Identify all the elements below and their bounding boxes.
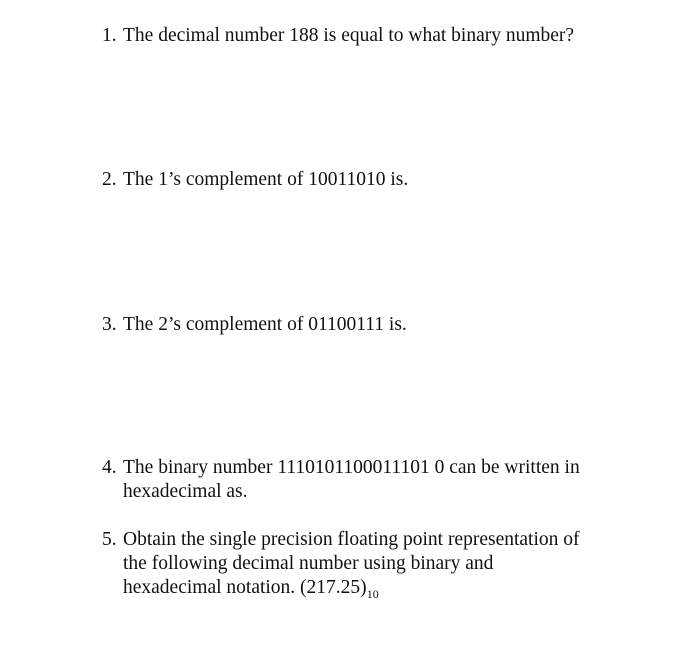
question-text — [123, 24, 662, 48]
question-text — [123, 168, 662, 192]
question-line-with-value — [123, 576, 662, 606]
question-text — [123, 528, 662, 606]
question-line: The 2’s complement of 01100111 is. — [123, 314, 407, 335]
question-number: 5. — [102, 529, 117, 550]
question-line: The 1’s complement of 10011010 is. — [123, 169, 409, 190]
question-5 — [102, 528, 662, 606]
question-number: 3. — [102, 314, 117, 335]
question-line: the following decimal number using binary and — [123, 553, 494, 574]
question-1 — [102, 24, 662, 48]
question-text — [123, 456, 662, 504]
question-line: Obtain the single precision floating point representation of — [123, 529, 580, 550]
question-text — [123, 313, 662, 337]
question-line: The binary number 1110101100011101 0 can be written in — [123, 457, 580, 478]
question-2 — [102, 168, 662, 192]
question-4 — [102, 456, 662, 504]
question-number: 1. — [102, 25, 117, 46]
question-number: 2. — [102, 169, 117, 190]
question-line-text: hexadecimal notation. (217.25) — [123, 577, 367, 598]
question-3 — [102, 313, 662, 337]
question-number: 4. — [102, 457, 117, 478]
question-line: The decimal number 188 is equal to what binary number? — [123, 25, 575, 46]
question-line: hexadecimal as. — [123, 481, 248, 502]
base-subscript: 10 — [366, 587, 379, 601]
